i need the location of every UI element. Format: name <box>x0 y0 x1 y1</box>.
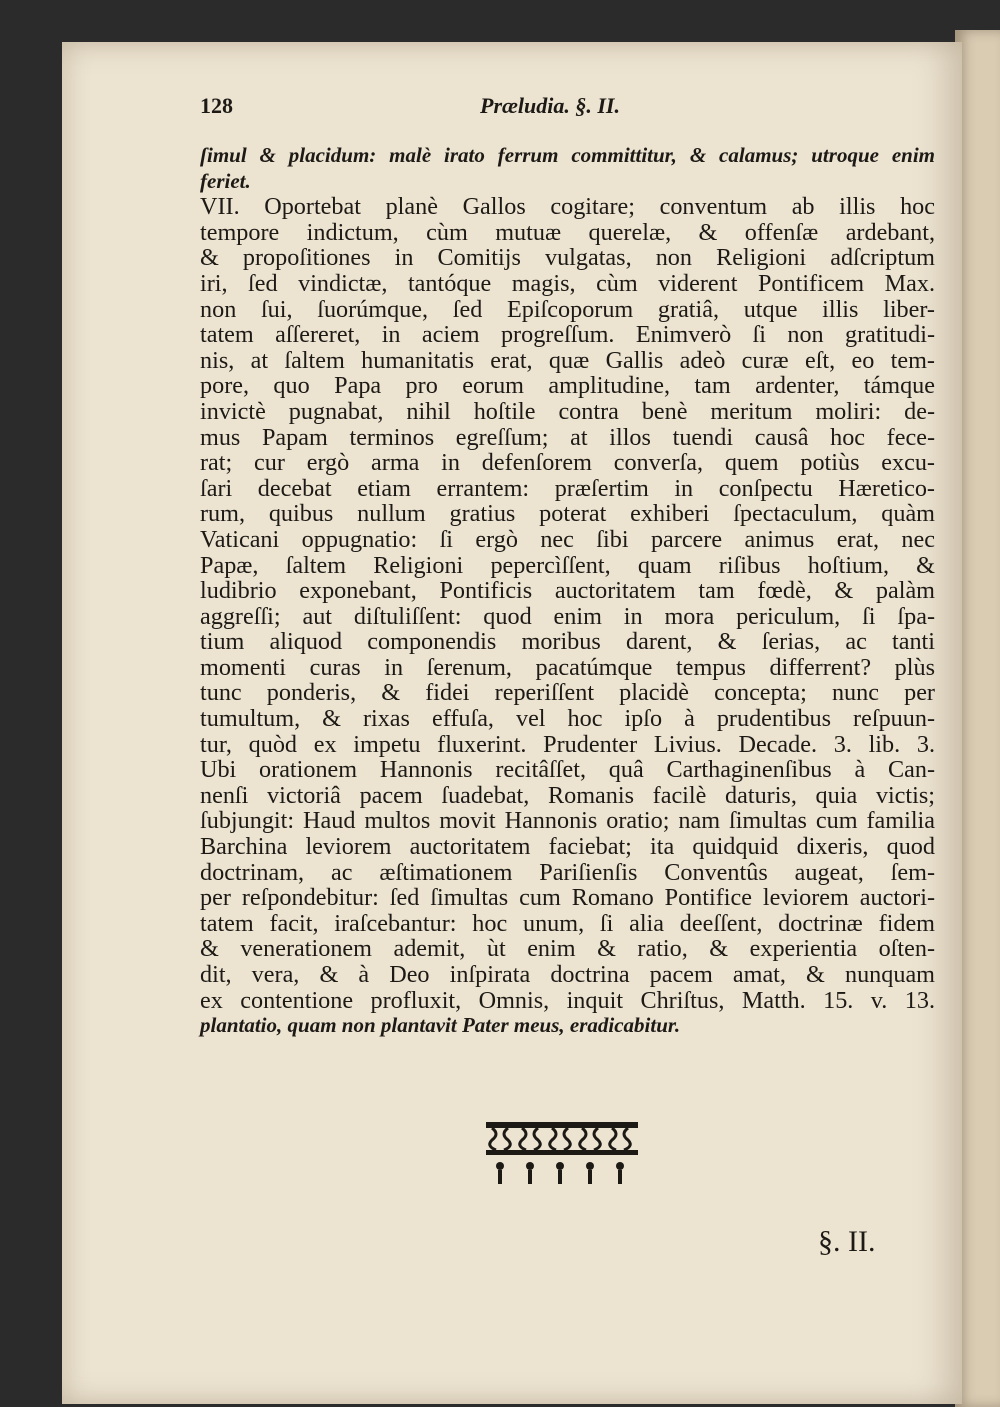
text-line: non ſui, ſuorúmque, ſed Epiſcoporum gratiâ, utque illis liber- <box>200 295 935 323</box>
text-line: dit, vera, & à Deo inſpirata doctrina pacem amat, & nunquam <box>200 961 935 988</box>
text-line: & propoſitiones in Comitijs vulgatas, non Religioni adſcriptum <box>200 244 935 272</box>
text-line: mus Papam terminos egreſſum; at illos tuendi causâ hoc fece- <box>200 423 935 451</box>
text-line: tunc ponderis, & fidei reperiſſent placidè concepta; nunc per <box>200 679 935 707</box>
printer-ornament-icon <box>482 1112 642 1192</box>
text-line: ludibrio exponebant, Pontificis auctoritatem tam fœdè, & palàm <box>200 577 935 605</box>
text-line: ſari decebat etiam errantem: præſertim in conſpectu Hæretico- <box>200 474 935 502</box>
text-line: rum, quibus nullum gratius poterat exhiberi ſpectaculum, quàm <box>200 500 935 528</box>
text-line: & venerationem ademit, ùt enim & ratio, & experientia oſten- <box>200 935 935 963</box>
text-line: tumultum, & rixas effuſa, vel hoc ipſo à prudentibus reſpuun- <box>200 705 935 733</box>
text-line: Vaticani oppugnatio: ſi ergò nec ſibi parcere animus erat, nec <box>200 525 935 553</box>
page-header <box>200 93 935 123</box>
page-number: 128 <box>200 93 233 118</box>
body-text <box>200 143 935 1039</box>
running-head: Præludia. §. II. <box>480 93 620 118</box>
text-line: ſimul & placidum: malè irato ferrum committitur, & calamus; utroque enim <box>200 143 935 167</box>
text-line: tur, quòd ex impetu fluxerint. Prudenter Livius. Decade. 3. lib. 3. <box>200 730 935 758</box>
text-line: invictè pugnabat, nihil hoſtile contra benè meritum moliri: de- <box>200 397 935 425</box>
text-line: Ubi orationem Hannonis recitâſſet, quâ Carthaginenſibus à Can- <box>200 756 935 784</box>
text-line: rat; cur ergò arma in defenſorem converſa, quem potiùs excu- <box>200 449 935 477</box>
text-line: VII. Oportebat planè Gallos cogitare; conventum ab illis hoc <box>200 193 935 221</box>
text-line: tium aliquod componendis moribus darent, & ſerias, ac tanti <box>200 628 935 656</box>
text-line: feriet. <box>200 168 251 193</box>
text-line: Barchina leviorem auctoritatem faciebat; ita quidquid dixeris, quod <box>200 833 935 861</box>
catchword: §. II. <box>818 1225 876 1258</box>
text-line: ex contentione profluxit, Omnis, inquit Chriſtus, Matth. 15. v. 13. <box>200 986 935 1014</box>
text-line: Papæ, ſaltem Religioni pepercìſſent, quam riſibus hoſtium, & <box>200 551 935 579</box>
text-line: tempore indictum, cùm mutuæ querelæ, & offenſæ ardebant, <box>200 218 935 246</box>
text-line: ſubjungit: Haud multos movit Hannonis oratio; nam ſimultas cum familia <box>200 807 935 835</box>
text-line: momenti curas in ſerenum, pacatúmque tempus differrent? plùs <box>200 653 935 681</box>
text-line: iri, ſed vindictæ, tantóque magis, cùm viderent Pontificem Max. <box>200 269 935 297</box>
text-line: nenſi victoriâ pacem ſuadebat, Romanis facilè daturis, quia victis; <box>200 781 935 809</box>
text-line: tatem facit, iraſcebantur: hoc unum, ſi alia deeſſent, doctrinæ fidem <box>200 909 935 937</box>
text-line: pore, quo Papa pro eorum amplitudine, tam ardenter, támque <box>200 372 935 400</box>
text-line: nis, at ſaltem humanitatis erat, quæ Gallis adeò curæ eſt, eo tem- <box>200 346 935 374</box>
text-line: doctrinam, ac æſtimationem Pariſienſis Conventûs augeat, ſem- <box>200 858 935 886</box>
text-line: per reſpondebitur: ſed ſimultas cum Romano Pontifice leviorem auctori- <box>200 884 935 912</box>
text-line: tatem aſſereret, in aciem progreſſum. Enimverò ſi non gratitudi- <box>200 321 935 349</box>
text-line: aggreſſi; aut diſtuliſſent: quod enim in mora periculum, ſi ſpa- <box>200 602 935 630</box>
text-line: plantatio, quam non plantavit Pater meus, eradicabitur. <box>200 1013 681 1038</box>
